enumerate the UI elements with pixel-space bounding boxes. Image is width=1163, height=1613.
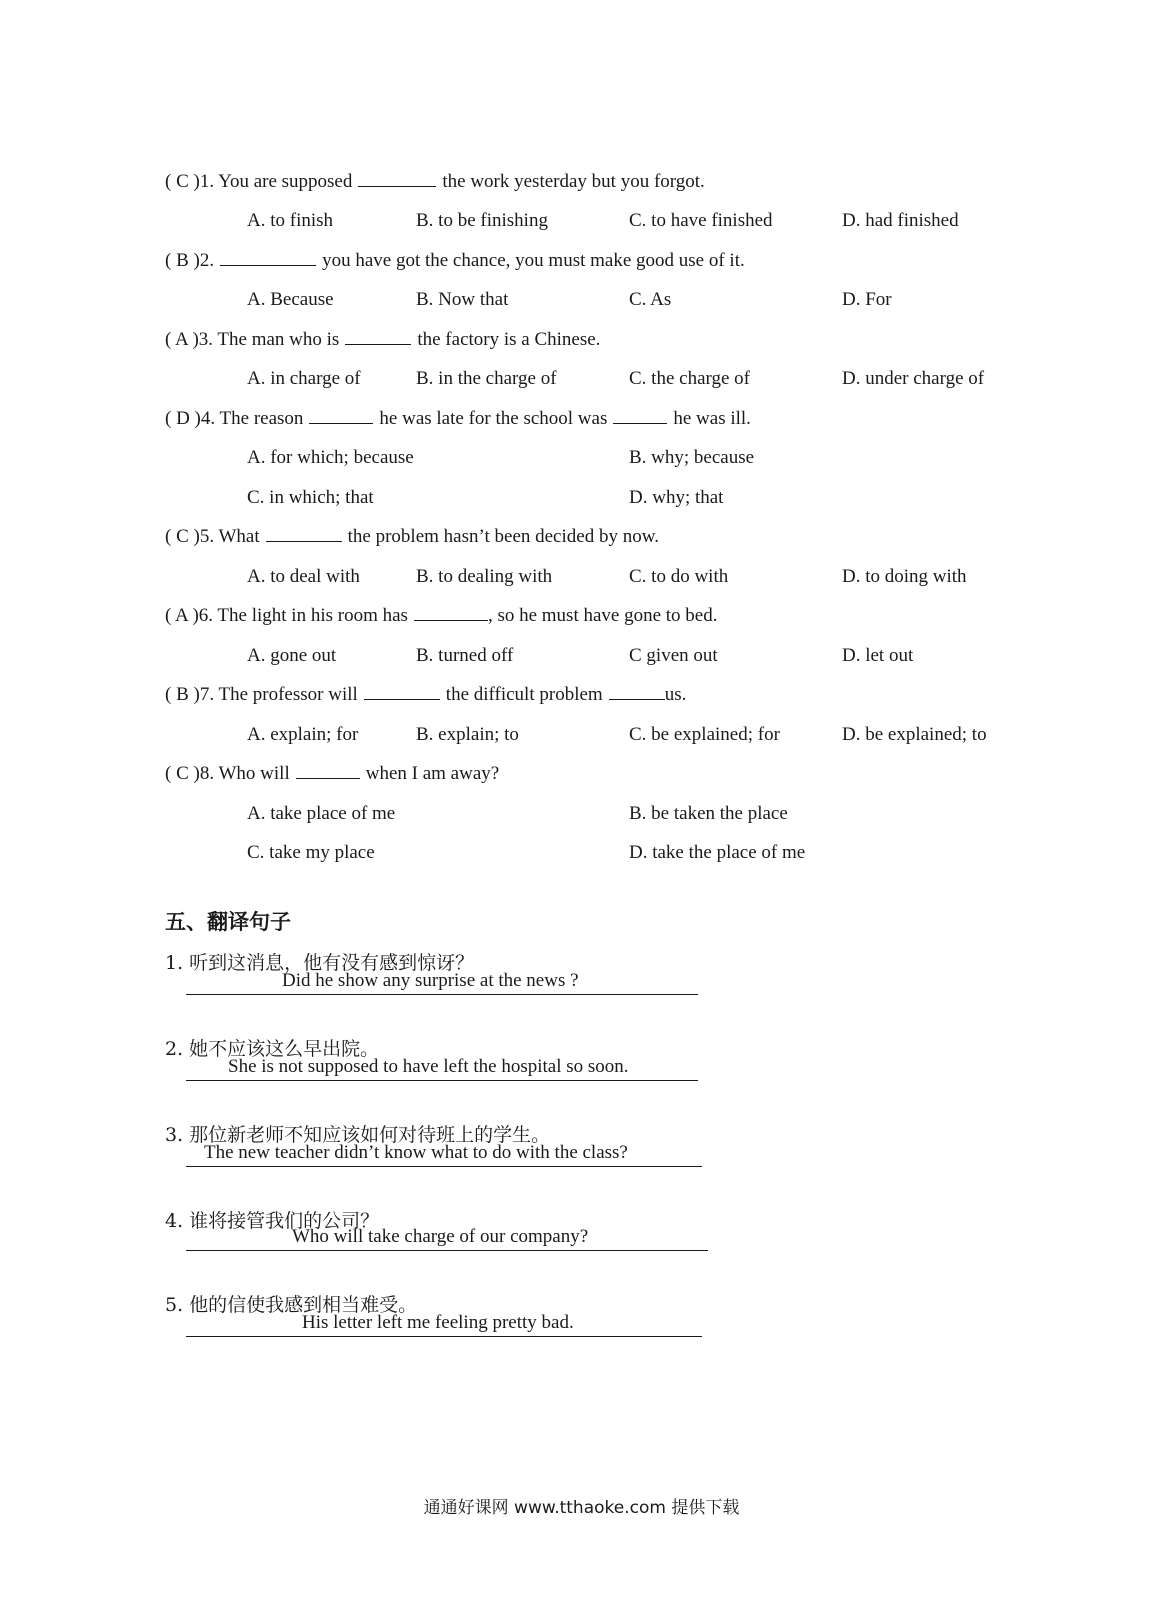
- option-c: C. to have finished: [629, 210, 773, 231]
- translation-answer-line: [186, 1054, 698, 1081]
- options-row: [0, 486, 1163, 510]
- answer-blank: [609, 683, 665, 700]
- translation-answer: Did he show any surprise at the news ?: [282, 970, 579, 991]
- translation-answer-line: [186, 1140, 702, 1167]
- answer-blank: [364, 683, 440, 700]
- translation-answer: The new teacher didn’t know what to do with the class?: [204, 1142, 628, 1163]
- option-a: A. gone out: [247, 645, 337, 666]
- options-row: [0, 288, 1163, 312]
- option-c: C. be explained; for: [629, 724, 780, 745]
- option-b: B. in the charge of: [416, 368, 557, 389]
- option-c: C. As: [629, 289, 672, 310]
- translation-prompt: 3. 那位新老师不知应该如何对待班上的学生。: [165, 1124, 551, 1146]
- option-b: B. why; because: [629, 447, 755, 468]
- options-row: [0, 644, 1163, 668]
- answer-blank: [309, 407, 373, 424]
- options-row: [0, 367, 1163, 391]
- option-a: A. to finish: [247, 210, 334, 231]
- option-b: B. explain; to: [416, 724, 519, 745]
- option-b: B. to be finishing: [416, 210, 548, 231]
- option-a: A. explain; for: [247, 724, 359, 745]
- option-b: B. turned off: [416, 645, 514, 666]
- option-c: C. take my place: [247, 842, 375, 863]
- option-d: D. be explained; to: [842, 724, 987, 745]
- option-d: D. let out: [842, 645, 914, 666]
- question-stem: ( C )8. Who will when I am away?: [165, 763, 500, 784]
- answer-blank: [358, 170, 436, 187]
- option-a: A. for which; because: [247, 447, 414, 468]
- options-row: [0, 565, 1163, 589]
- translation-answer: She is not supposed to have left the hospital so soon.: [228, 1056, 629, 1077]
- option-a: A. Because: [247, 289, 334, 310]
- answer-blank: [613, 407, 667, 424]
- answer-blank: [296, 762, 360, 779]
- question-stem: ( A )3. The man who is the factory is a Chinese.: [165, 329, 601, 350]
- option-d: D. to doing with: [842, 566, 967, 587]
- option-c: C. the charge of: [629, 368, 750, 389]
- option-d: D. why; that: [629, 487, 724, 508]
- options-row: [0, 723, 1163, 747]
- translation-prompt: 4. 谁将接管我们的公司？: [165, 1210, 380, 1232]
- option-d: D. had finished: [842, 210, 959, 231]
- option-c: C. in which; that: [247, 487, 374, 508]
- option-d: D. take the place of me: [629, 842, 806, 863]
- question-stem: ( C )5. What the problem hasn’t been decided by now.: [165, 526, 659, 547]
- section-title: 五、翻译句子: [165, 910, 291, 934]
- question-stem: ( C )1. You are supposed the work yesterday but you forgot.: [165, 171, 705, 192]
- translation-answer-line: [186, 1224, 708, 1251]
- options-row: [0, 209, 1163, 233]
- option-b: B. to dealing with: [416, 566, 553, 587]
- question-stem: ( B )2. you have got the chance, you must make good use of it.: [165, 250, 745, 271]
- question-stem: ( B )7. The professor will the difficult problem us.: [165, 684, 687, 705]
- translation-answer-line: [186, 1310, 702, 1337]
- answer-blank: [266, 525, 342, 542]
- question-stem: ( D )4. The reason he was late for the school was he was ill.: [165, 408, 751, 429]
- option-a: A. take place of me: [247, 803, 396, 824]
- answer-blank: [220, 249, 316, 266]
- option-c: C. to do with: [629, 566, 729, 587]
- answer-blank: [414, 604, 488, 621]
- page-footer: 通通好课网 www.tthaoke.com 提供下载: [423, 1498, 740, 1518]
- translation-prompt: 1. 听到这消息，他有没有感到惊讶？: [165, 952, 475, 974]
- question-stem: ( A )6. The light in his room has , so he must have gone to bed.: [165, 605, 718, 626]
- option-d: D. For: [842, 289, 892, 310]
- option-b: B. be taken the place: [629, 803, 788, 824]
- translation-answer-line: [186, 968, 698, 995]
- option-b: B. Now that: [416, 289, 509, 310]
- option-d: D. under charge of: [842, 368, 985, 389]
- options-row: [0, 802, 1163, 826]
- translation-answer: His letter left me feeling pretty bad.: [302, 1312, 574, 1333]
- option-a: A. to deal with: [247, 566, 360, 587]
- answer-blank: [345, 328, 411, 345]
- translation-prompt: 5. 他的信使我感到相当难受。: [165, 1294, 418, 1316]
- translation-prompt: 2. 她不应该这么早出院。: [165, 1038, 380, 1060]
- options-row: [0, 841, 1163, 865]
- option-a: A. in charge of: [247, 368, 361, 389]
- translation-answer: Who will take charge of our company?: [292, 1226, 589, 1247]
- option-c: C given out: [629, 645, 718, 666]
- options-row: [0, 446, 1163, 470]
